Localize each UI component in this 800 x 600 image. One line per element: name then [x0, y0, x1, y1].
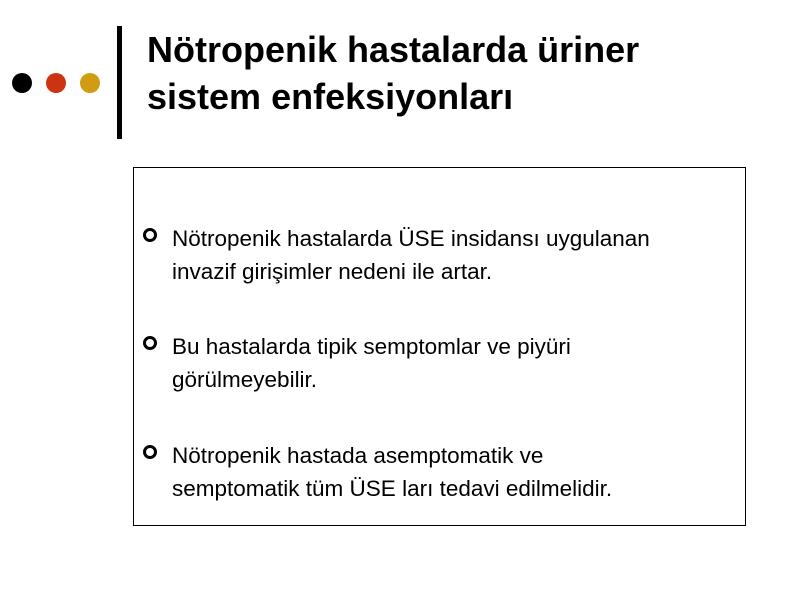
- decor-dot-black: [12, 73, 32, 93]
- decor-dot-red: [46, 73, 66, 93]
- slide-title-line-2: sistem enfeksiyonları: [147, 76, 514, 117]
- bullet-line: Bu hastalarda tipik semptomlar ve piyüri: [172, 334, 571, 359]
- bullet-line: invazif girişimler nedeni ile artar.: [172, 259, 493, 284]
- hollow-circle-bullet-icon: [143, 445, 157, 459]
- bullet-line: Nötropenik hastalarda ÜSE insidansı uygulanan: [172, 226, 650, 251]
- slide-title-line-1: Nötropenik hastalarda üriner: [147, 29, 640, 70]
- bullet-line: Nötropenik hastada asemptomatik ve: [172, 443, 544, 468]
- decor-dot-gold: [80, 73, 100, 93]
- content-box: [133, 167, 746, 526]
- bullet-line: semptomatik tüm ÜSE ları tedavi edilmelidir.: [172, 476, 613, 501]
- hollow-circle-bullet-icon: [143, 228, 157, 242]
- hollow-circle-bullet-icon: [143, 336, 157, 350]
- bullet-text: [172, 439, 742, 505]
- bullet-line: görülmeyebilir.: [172, 367, 318, 392]
- slide-title: [147, 26, 787, 120]
- bullet-text: [172, 222, 742, 288]
- title-rule: [117, 26, 122, 139]
- bullet-text: [172, 330, 742, 396]
